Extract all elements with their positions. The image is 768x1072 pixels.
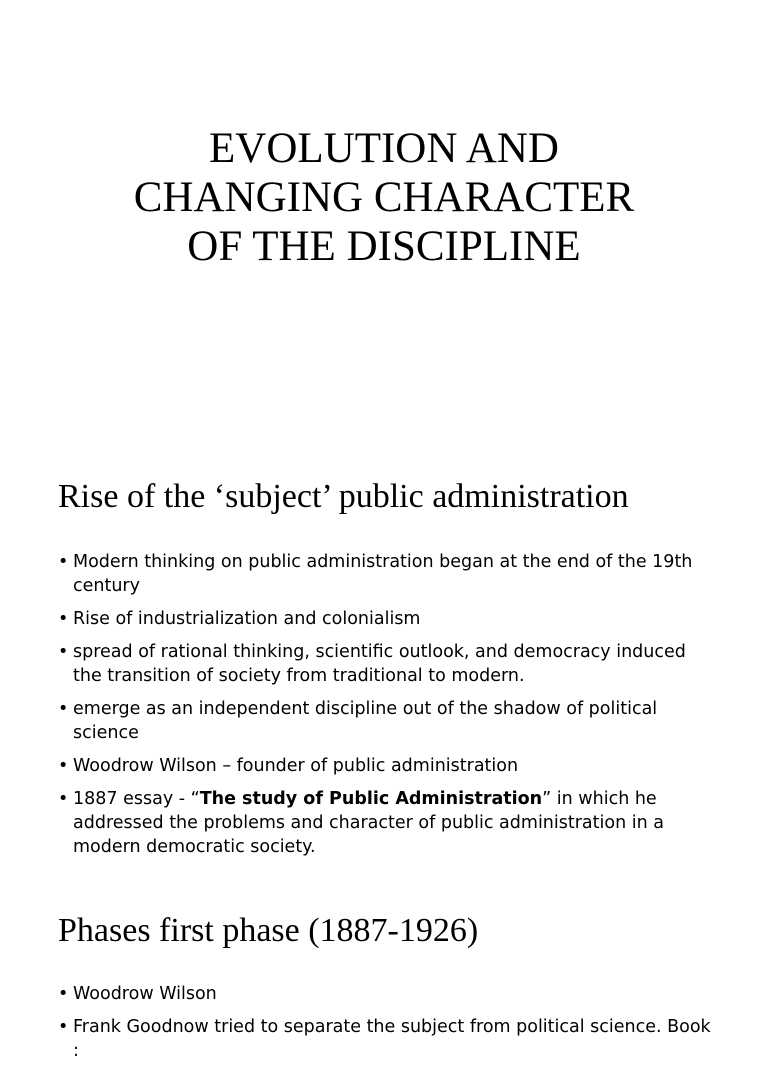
essay-suffix: ” in which he addressed the problems and character of public administration in a modern democratic society.	[73, 789, 664, 857]
bullet-item: • Frank Goodnow tried to separate the subject from political science. Book :	[58, 1015, 718, 1063]
section-heading-first-phase: Phases first phase (1887-1926)	[58, 912, 479, 949]
essay-prefix: 1887 essay - “	[73, 789, 200, 809]
bullet-list-first-phase	[58, 982, 718, 1072]
essay-title: The study of Public Administration	[199, 789, 543, 809]
bullet-item: • emerge as an independent discipline out of the shadow of political science	[58, 697, 718, 745]
bullet-item: • Rise of industrialization and colonialism	[58, 607, 718, 631]
section-heading-rise-of-subject: Rise of the ‘subject’ public administration	[58, 478, 629, 515]
title-line-1: EVOLUTION AND	[209, 125, 559, 172]
bullet-item: • Woodrow Wilson – founder of public administration	[58, 754, 718, 778]
bullet-list-rise-of-subject	[58, 550, 718, 868]
bullet-item-essay	[58, 787, 718, 859]
bullet-item: • Modern thinking on public administration began at the end of the 19th century	[58, 550, 718, 598]
title-line-2: CHANGING CHARACTER	[133, 174, 635, 221]
title-line-3: OF THE DISCIPLINE	[187, 223, 581, 270]
bullet-item: • spread of rational thinking, scientific outlook, and democracy induced the transition of society from traditional to modern.	[58, 640, 718, 688]
bullet-item: • Woodrow Wilson	[58, 982, 718, 1006]
page-title	[0, 124, 768, 271]
